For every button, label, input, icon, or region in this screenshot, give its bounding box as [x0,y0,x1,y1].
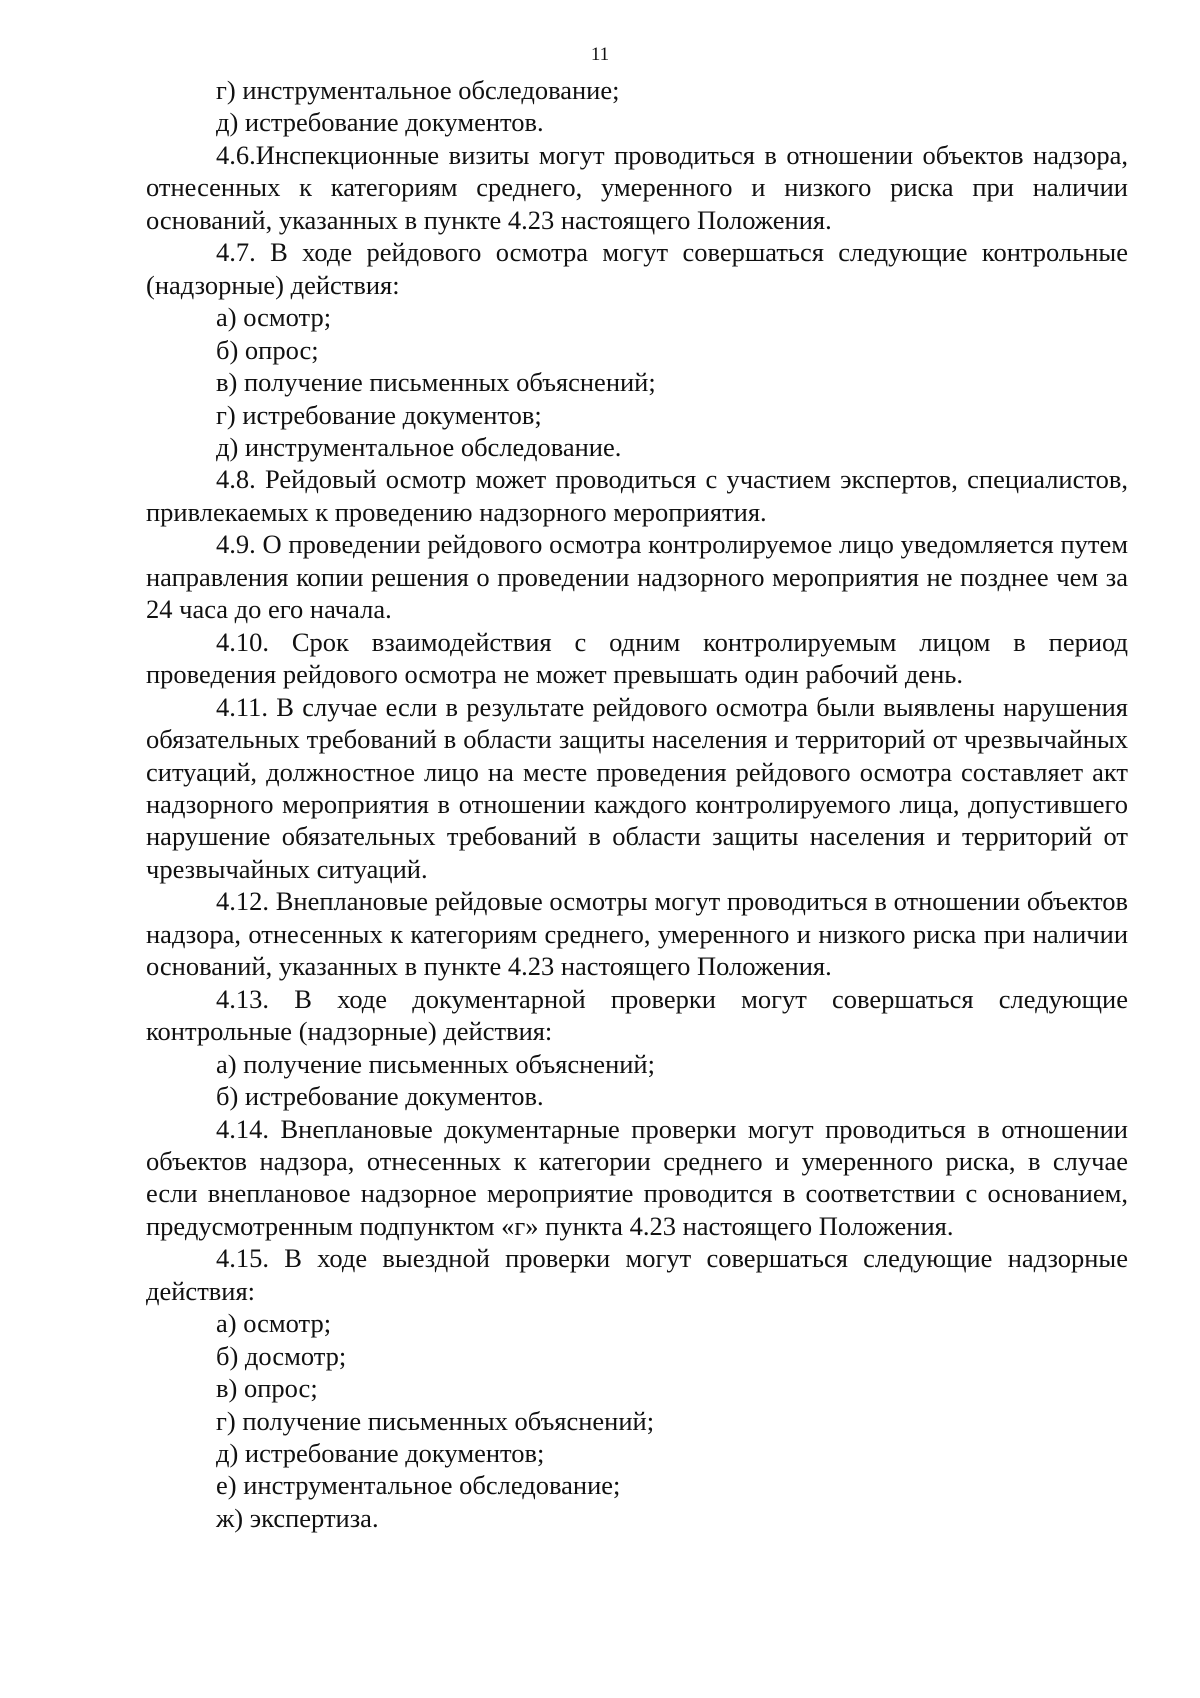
list-item: б) истребование документов. [216,1081,544,1112]
paragraph-4-9: 4.9. О проведении рейдового осмотра контролируемое лицо уведомляется путем направления копии решения о проведении надзорного мероприятия не позднее чем за 24 часа до его начала. [146,529,1128,625]
list-item: в) получение письменных объяснений; [216,367,656,398]
list-item: д) истребование документов; [216,1438,545,1469]
paragraph-4-7: 4.7. В ходе рейдового осмотра могут совершаться следующие контрольные (надзорные) действия: [146,237,1128,300]
paragraph-4-11: 4.11. В случае если в результате рейдового осмотра были выявлены нарушения обязательных требований в области защиты населения и территорий от чрезвычайных ситуаций, должностное лицо на месте проведения рейдового осмотра составляет акт надзорного мероприятия в отношении каждого контролируемого лица, допустившего нарушение обязательных требований в области защиты населения и территорий от чрезвычайных ситуаций. [146,691,1128,884]
paragraph-4-10: 4.10. Срок взаимодействия с одним контролируемым лицом в период проведения рейдового осмотра не может превышать один рабочий день. [146,626,1128,690]
paragraph-4-12: 4.12. Внеплановые рейдовые осмотры могут проводиться в отношении объектов надзора, отнесенных к категориям среднего, умеренного и низкого риска при наличии оснований, указанных в пункте 4.23 настоящего Положения. [146,886,1128,982]
list-item: б) опрос; [216,334,319,365]
list-item: в) опрос; [216,1373,318,1404]
list-item: е) инструментальное обследование; [216,1470,621,1501]
list-item: б) досмотр; [216,1340,347,1371]
list-item: а) осмотр; [216,302,332,333]
list-item: ж) экспертиза. [216,1502,379,1533]
list-item: а) получение письменных объяснений; [216,1048,655,1079]
document-body [146,74,1128,1534]
page-number: 11 [590,44,610,65]
paragraph-4-14: 4.14. Внеплановые документарные проверки могут проводиться в отношении объектов надзора, отнесенных к категории среднего и умеренного риска, в случае если внеплановое надзорное мероприятие проводится в соответствии с основанием, предусмотренным подпунктом «г» пункта 4.23 настоящего Положения. [146,1113,1128,1241]
list-item: г) истребование документов; [216,399,542,430]
paragraph-4-8: 4.8. Рейдовый осмотр может проводиться с участием экспертов, специалистов, привлекаемых к проведению надзорного мероприятия. [146,464,1128,527]
list-item: д) инструментальное обследование. [216,431,622,462]
paragraph-4-6: 4.6.Инспекционные визиты могут проводиться в отношении объектов надзора, отнесенных к категориям среднего, умеренного и низкого риска при наличии оснований, указанных в пункте 4.23 настоящего Положения. [146,139,1128,235]
paragraph-4-15: 4.15. В ходе выездной проверки могут совершаться следующие надзорные действия: [146,1243,1128,1306]
list-item: г) инструментальное обследование; [216,75,620,105]
list-item: а) осмотр; [216,1308,332,1339]
list-item: д) истребование документов. [216,107,544,138]
paragraph-4-13: 4.13. В ходе документарной проверки могут совершаться следующие контрольные (надзорные) действия: [146,983,1128,1047]
list-item: г) получение письменных объяснений; [216,1405,655,1436]
